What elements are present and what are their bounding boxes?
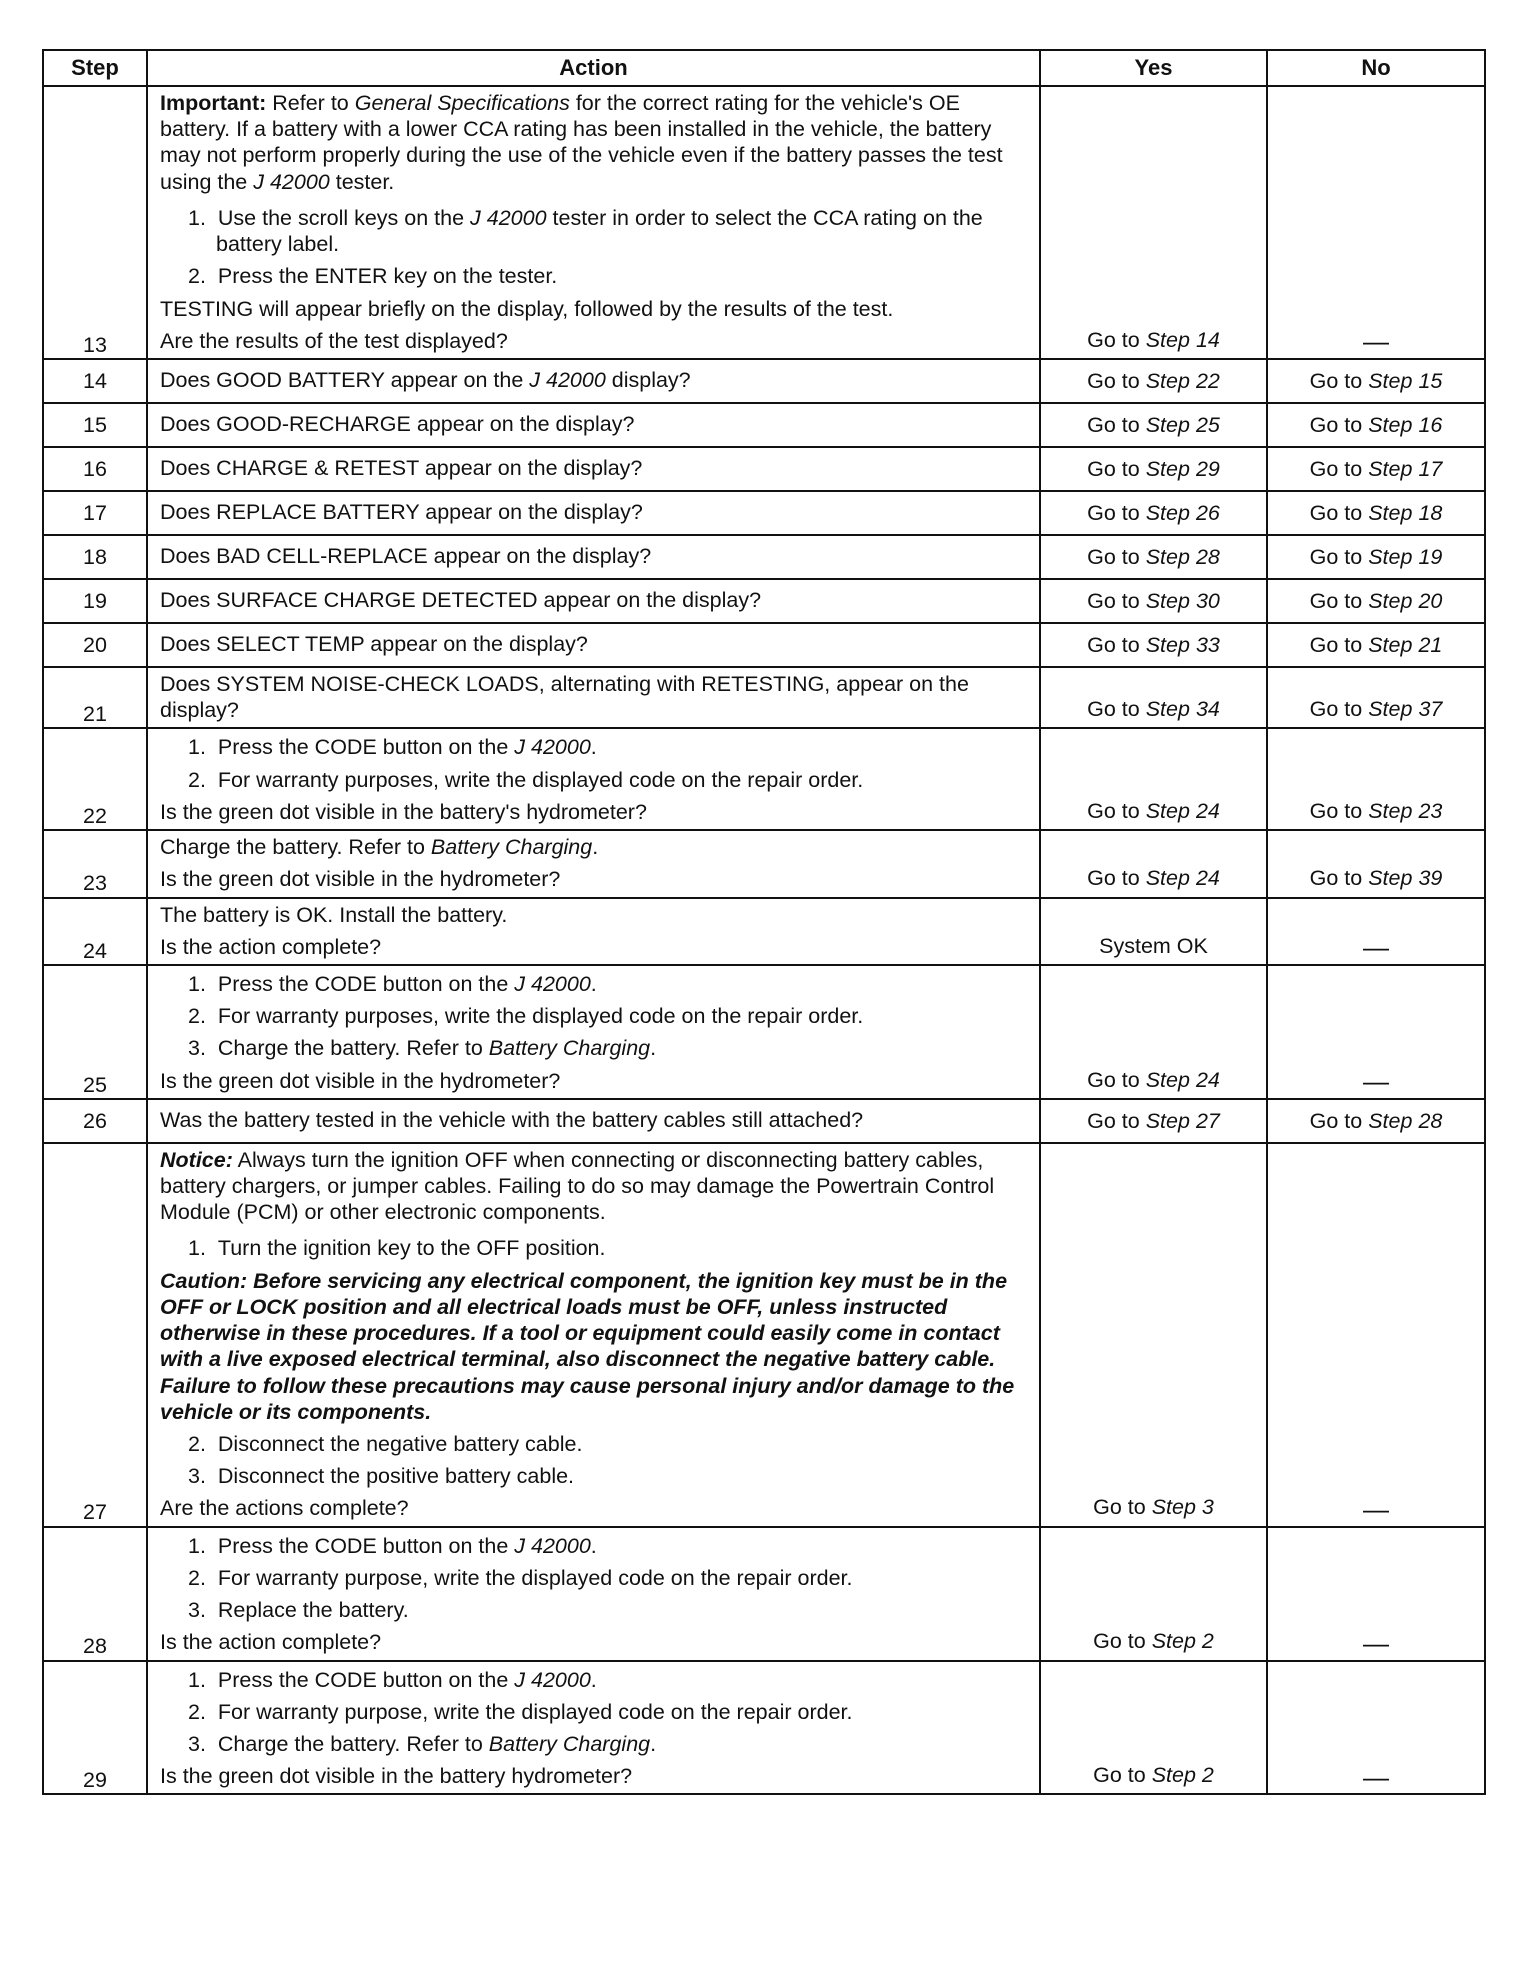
step-number: 26 — [43, 1099, 147, 1143]
step-number: 21 — [43, 667, 147, 728]
step-number: 27 — [43, 1143, 147, 1527]
header-yes: Yes — [1040, 50, 1267, 86]
question: Does GOOD-RECHARGE appear on the display? — [147, 403, 1040, 447]
question: Are the actions complete? — [160, 1496, 409, 1521]
table-row — [43, 491, 1485, 535]
yes-result: Go to Step 2 — [1040, 1661, 1267, 1795]
list-item: 1. Turn the ignition key to the OFF position. — [188, 1236, 606, 1261]
question: Does GOOD BATTERY appear on the J 42000 display? — [147, 359, 1040, 403]
list-item: 1. Use the scroll keys on the J 42000 tester in order to select the CCA rating on the battery label. — [188, 205, 983, 257]
question: Does REPLACE BATTERY appear on the display? — [147, 491, 1040, 535]
step-number: 16 — [43, 447, 147, 491]
no-result: Go to Step 21 — [1267, 623, 1485, 667]
list-item: 2. For warranty purpose, write the displayed code on the repair order. — [188, 1565, 853, 1590]
yes-result: Go to Step 2 — [1040, 1527, 1267, 1661]
list-item: 2. For warranty purposes, write the displayed code on the repair order. — [188, 767, 864, 792]
list-item: 3. Charge the battery. Refer to Battery Charging. — [188, 1036, 657, 1061]
list-item: 2. For warranty purposes, write the displayed code on the repair order. — [188, 1004, 864, 1029]
no-result: Go to Step 18 — [1267, 491, 1485, 535]
caution-note: Caution: Before servicing any electrical component, the ignition key must be in the OFF or LOCK position and all electrical loads must be OFF, unless instructed otherwise in these procedures. If a tool or equipment could easily come in contact with a live exposed electrical terminal, also disconnect the negative battery cable. Failure to follow these precautions may cause personal injury and/or damage to the vehicle or its components. — [160, 1268, 1015, 1424]
list-item: 3. Replace the battery. — [188, 1598, 409, 1623]
question: Does CHARGE & RETEST appear on the display? — [147, 447, 1040, 491]
yes-result: Go to Step 27 — [1040, 1099, 1267, 1143]
table-row — [43, 623, 1485, 667]
step-number: 25 — [43, 965, 147, 1099]
no-result: — — [1267, 965, 1485, 1099]
no-result: Go to Step 16 — [1267, 403, 1485, 447]
question: Was the battery tested in the vehicle with the battery cables still attached? — [147, 1099, 1040, 1143]
result-note: TESTING will appear briefly on the display, followed by the results of the test. — [160, 296, 894, 321]
yes-result: Go to Step 29 — [1040, 447, 1267, 491]
yes-result: Go to Step 24 — [1040, 830, 1267, 897]
step-number: 29 — [43, 1661, 147, 1795]
header-step: Step — [43, 50, 147, 86]
instruction: Charge the battery. Refer to Battery Charging. — [160, 835, 599, 860]
no-result: — — [1267, 1143, 1485, 1527]
header-action: Action — [147, 50, 1040, 86]
yes-result: Go to Step 24 — [1040, 728, 1267, 830]
table-row — [43, 667, 1485, 728]
important-note: Important: Refer to General Specifications for the correct rating for the vehicle's OE battery. If a battery with a lower CCA rating has been installed in the vehicle, the battery may not perform properly during the use of the vehicle even if the battery passes the test using the J 42000 tester. — [160, 91, 1003, 194]
step-number: 20 — [43, 623, 147, 667]
question: Does BAD CELL-REPLACE appear on the display? — [147, 535, 1040, 579]
no-result: Go to Step 23 — [1267, 728, 1485, 830]
list-item: 3. Disconnect the positive battery cable. — [188, 1464, 575, 1489]
yes-result: Go to Step 22 — [1040, 359, 1267, 403]
table-row — [43, 965, 1485, 1099]
question: Is the action complete? — [160, 934, 382, 959]
step-number: 28 — [43, 1527, 147, 1661]
step-number: 24 — [43, 898, 147, 965]
notice: Notice: Always turn the ignition OFF when connecting or disconnecting battery cables, battery chargers, or jumper cables. Failing to do so may damage the Powertrain Control Module (PCM) or other electronic components. — [160, 1147, 995, 1225]
step-number: 23 — [43, 830, 147, 897]
question: Is the green dot visible in the battery hydrometer? — [160, 1764, 633, 1789]
list-item: 2. For warranty purpose, write the displayed code on the repair order. — [188, 1699, 853, 1724]
yes-result: Go to Step 28 — [1040, 535, 1267, 579]
action-cell — [147, 86, 1040, 359]
table-row — [43, 728, 1485, 830]
table-row — [43, 1661, 1485, 1795]
table-row — [43, 830, 1485, 897]
no-result: Go to Step 15 — [1267, 359, 1485, 403]
table-row — [43, 1099, 1485, 1143]
action-cell — [147, 965, 1040, 1099]
question: Is the action complete? — [160, 1630, 382, 1655]
yes-result: Go to Step 34 — [1040, 667, 1267, 728]
question: Are the results of the test displayed? — [160, 328, 508, 353]
yes-result: Go to Step 33 — [1040, 623, 1267, 667]
question: Is the green dot visible in the hydrometer? — [160, 1068, 561, 1093]
question: Does SYSTEM NOISE-CHECK LOADS, alternating with RETESTING, appear on the display? — [147, 667, 1040, 728]
action-cell — [147, 1143, 1040, 1527]
table-row — [43, 1527, 1485, 1661]
instruction: The battery is OK. Install the battery. — [160, 902, 508, 927]
diagnostic-table — [42, 49, 1486, 1795]
list-item: 3. Charge the battery. Refer to Battery Charging. — [188, 1731, 657, 1756]
list-item: 1. Press the CODE button on the J 42000. — [188, 1533, 597, 1558]
table-row — [43, 535, 1485, 579]
no-result: — — [1267, 86, 1485, 359]
table-row — [43, 447, 1485, 491]
yes-result: Go to Step 26 — [1040, 491, 1267, 535]
step-number: 22 — [43, 728, 147, 830]
list-item: 2. Press the ENTER key on the tester. — [188, 264, 558, 289]
table-row — [43, 86, 1485, 359]
question: Is the green dot visible in the battery's hydrometer? — [160, 799, 647, 824]
list-item: 1. Press the CODE button on the J 42000. — [188, 735, 597, 760]
yes-result: Go to Step 14 — [1040, 86, 1267, 359]
table-row — [43, 403, 1485, 447]
step-number: 19 — [43, 579, 147, 623]
question: Does SELECT TEMP appear on the display? — [147, 623, 1040, 667]
yes-result: Go to Step 3 — [1040, 1143, 1267, 1527]
step-number: 18 — [43, 535, 147, 579]
action-cell — [147, 1527, 1040, 1661]
table-row — [43, 579, 1485, 623]
yes-result: Go to Step 30 — [1040, 579, 1267, 623]
list-item: 1. Press the CODE button on the J 42000. — [188, 971, 597, 996]
no-result: Go to Step 39 — [1267, 830, 1485, 897]
step-number: 15 — [43, 403, 147, 447]
list-item: 2. Disconnect the negative battery cable. — [188, 1432, 583, 1456]
no-result: — — [1267, 1527, 1485, 1661]
no-result: Go to Step 20 — [1267, 579, 1485, 623]
table-row — [43, 898, 1485, 965]
table-row — [43, 359, 1485, 403]
question: Does SURFACE CHARGE DETECTED appear on the display? — [147, 579, 1040, 623]
no-result: Go to Step 28 — [1267, 1099, 1485, 1143]
no-result: — — [1267, 1661, 1485, 1795]
step-number: 14 — [43, 359, 147, 403]
no-result: — — [1267, 898, 1485, 965]
list-item: 1. Press the CODE button on the J 42000. — [188, 1667, 597, 1692]
no-result: Go to Step 37 — [1267, 667, 1485, 728]
action-cell — [147, 898, 1040, 965]
step-number: 17 — [43, 491, 147, 535]
yes-result: Go to Step 24 — [1040, 965, 1267, 1099]
yes-result: System OK — [1040, 898, 1267, 965]
step-number: 13 — [43, 86, 147, 359]
yes-result: Go to Step 25 — [1040, 403, 1267, 447]
table-row — [43, 1143, 1485, 1527]
no-result: Go to Step 19 — [1267, 535, 1485, 579]
header-row — [43, 50, 1485, 86]
action-cell — [147, 728, 1040, 830]
header-no: No — [1267, 50, 1485, 86]
action-cell — [147, 830, 1040, 897]
action-cell — [147, 1661, 1040, 1795]
no-result: Go to Step 17 — [1267, 447, 1485, 491]
question: Is the green dot visible in the hydrometer? — [160, 867, 561, 892]
